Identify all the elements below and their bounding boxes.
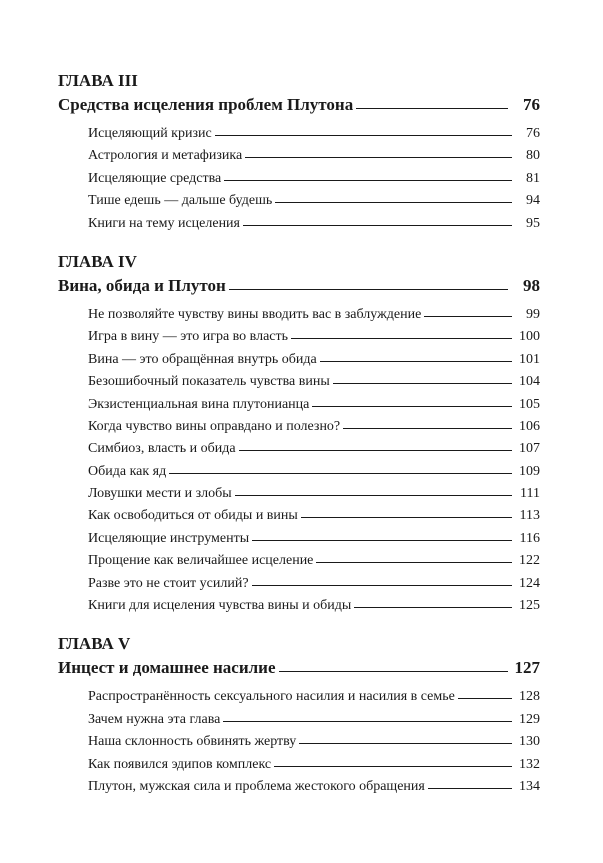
dot-leader — [239, 450, 512, 451]
chapter-title-row[interactable] — [58, 94, 540, 120]
toc-entry[interactable] — [88, 191, 540, 213]
entry-page-number: 76 — [526, 126, 540, 141]
entry-page-number: 130 — [519, 734, 540, 750]
entry-page-number: 125 — [519, 598, 540, 614]
toc-entry[interactable] — [88, 462, 540, 484]
entry-title: Распространённость сексуального насилия и насилия в семье — [88, 689, 455, 705]
entry-page-number: 80 — [526, 148, 540, 164]
entry-title: Книги на тему исцеления — [88, 215, 240, 231]
entry-page-number: 107 — [519, 441, 540, 457]
entry-page-number: 128 — [519, 689, 540, 705]
chapter-page-number: 98 — [523, 275, 540, 295]
dot-leader — [252, 585, 512, 586]
chapter-entries — [58, 124, 540, 236]
chapter-title: Средства исцеления проблем Плутона — [58, 95, 354, 114]
entry-title: Экзистенциальная вина плутонианца — [88, 396, 310, 412]
entry-page-number: 105 — [519, 396, 540, 412]
dot-leader — [458, 698, 512, 699]
dot-leader — [356, 108, 508, 109]
chapter-title: Вина, обида и Плутон — [58, 275, 226, 295]
dot-leader — [224, 180, 512, 181]
dot-leader — [428, 788, 512, 789]
toc-entry[interactable] — [88, 327, 540, 349]
chapter-label: ГЛАВА V — [58, 634, 131, 654]
entry-page-number: 94 — [526, 193, 540, 209]
entry-title: Как появился эдипов комплекс — [88, 756, 272, 772]
entry-page-number: 111 — [520, 486, 540, 502]
entry-page-number: 99 — [526, 306, 540, 322]
chapter-label: ГЛАВА III — [58, 71, 138, 90]
entry-title: Исцеляющие инструменты — [88, 530, 250, 546]
entry-page-number: 109 — [519, 463, 540, 479]
entry-title: Игра в вину — это игра во власть — [88, 329, 289, 345]
dot-leader — [299, 743, 512, 744]
dot-leader — [235, 495, 512, 496]
chapter-title: Инцест и домашнее насилие — [58, 658, 276, 678]
entry-page-number: 104 — [519, 374, 540, 390]
dot-leader — [169, 473, 512, 474]
entry-page-number: 113 — [519, 508, 540, 524]
entry-page-number: 129 — [519, 711, 540, 727]
dot-leader — [252, 540, 512, 541]
entry-title: Астрология и метафизика — [88, 148, 243, 164]
chapter-label: ГЛАВА IV — [58, 251, 137, 271]
toc-entry[interactable] — [88, 755, 540, 777]
toc-entry[interactable] — [88, 506, 540, 528]
toc-entry[interactable] — [88, 777, 540, 799]
entry-title: Исцеляющий кризис — [88, 126, 212, 141]
entry-page-number: 116 — [519, 530, 540, 546]
entry-title: Безошибочный показатель чувства вины — [88, 374, 330, 390]
chapter-page-number: 76 — [523, 95, 540, 114]
entry-title: Тише едешь — дальше будешь — [88, 193, 273, 209]
toc-entry[interactable] — [88, 439, 540, 461]
dot-leader — [243, 225, 512, 226]
toc-entry[interactable] — [88, 484, 540, 506]
chapter-page-number: 127 — [514, 658, 540, 678]
dot-leader — [301, 517, 512, 518]
toc-entry[interactable] — [88, 687, 540, 709]
entry-title: Вина — это обращённая внутрь обида — [88, 351, 317, 367]
entry-page-number: 81 — [526, 170, 540, 186]
entry-title: Симбиоз, власть и обида — [88, 441, 236, 457]
dot-leader — [279, 671, 509, 672]
entry-title: Плутон, мужская сила и проблема жестокого обращения — [88, 778, 425, 794]
toc-entry[interactable] — [88, 350, 540, 372]
entry-title: Прощение как величайшее исцеление — [88, 553, 314, 569]
toc-entry[interactable] — [88, 372, 540, 394]
entry-title: Наша склонность обвинять жертву — [88, 734, 297, 750]
chapter-title-row[interactable] — [58, 657, 540, 683]
toc-entry[interactable] — [88, 305, 540, 327]
entry-title: Исцеляющие средства — [88, 170, 222, 186]
dot-leader — [229, 289, 508, 290]
dot-leader — [354, 607, 512, 608]
entry-page-number: 106 — [519, 418, 540, 434]
entry-page-number: 100 — [519, 329, 540, 345]
toc-entry[interactable] — [88, 146, 540, 168]
toc-entry[interactable] — [88, 169, 540, 191]
toc-entry[interactable] — [88, 417, 540, 439]
entry-page-number: 95 — [526, 215, 540, 231]
dot-leader — [275, 202, 512, 203]
dot-leader — [333, 383, 512, 384]
table-of-contents — [58, 70, 540, 814]
toc-entry[interactable] — [88, 574, 540, 596]
entry-title: Зачем нужна эта глава — [88, 711, 221, 727]
dot-leader — [424, 316, 512, 317]
dot-leader — [245, 157, 512, 158]
entry-page-number: 134 — [519, 778, 540, 794]
chapter-5 — [58, 633, 540, 799]
entry-title: Разве это не стоит усилий? — [88, 575, 249, 591]
dot-leader — [223, 721, 512, 722]
toc-entry[interactable] — [88, 214, 540, 236]
dot-leader — [312, 406, 512, 407]
dot-leader — [320, 361, 512, 362]
entry-title: Обида как яд — [88, 463, 167, 479]
chapter-3 — [58, 70, 540, 236]
toc-entry[interactable] — [88, 124, 540, 146]
dot-leader — [291, 338, 512, 339]
entry-page-number: 101 — [519, 351, 540, 367]
chapter-title-row[interactable] — [58, 275, 540, 301]
toc-entry[interactable] — [88, 710, 540, 732]
toc-entry[interactable] — [88, 529, 540, 551]
dot-leader — [316, 562, 512, 563]
chapter-entries — [58, 687, 540, 799]
entry-page-number: 122 — [519, 553, 540, 569]
dot-leader — [343, 428, 512, 429]
chapter-entries — [58, 305, 540, 618]
entry-title: Когда чувство вины оправдано и полезно? — [88, 418, 341, 434]
entry-title: Как освободиться от обиды и вины — [88, 508, 298, 524]
dot-leader — [215, 135, 512, 136]
entry-page-number: 132 — [519, 756, 540, 772]
entry-title: Ловушки мести и злобы — [88, 486, 232, 502]
entry-title: Книги для исцеления чувства вины и обиды — [88, 598, 352, 614]
dot-leader — [274, 766, 512, 767]
entry-title: Не позволяйте чувству вины вводить вас в заблуждение — [88, 306, 422, 322]
toc-entry[interactable] — [88, 596, 540, 618]
toc-entry[interactable] — [88, 551, 540, 573]
toc-entry[interactable] — [88, 395, 540, 417]
chapter-4 — [58, 251, 540, 618]
entry-page-number: 124 — [519, 575, 540, 591]
toc-entry[interactable] — [88, 732, 540, 754]
